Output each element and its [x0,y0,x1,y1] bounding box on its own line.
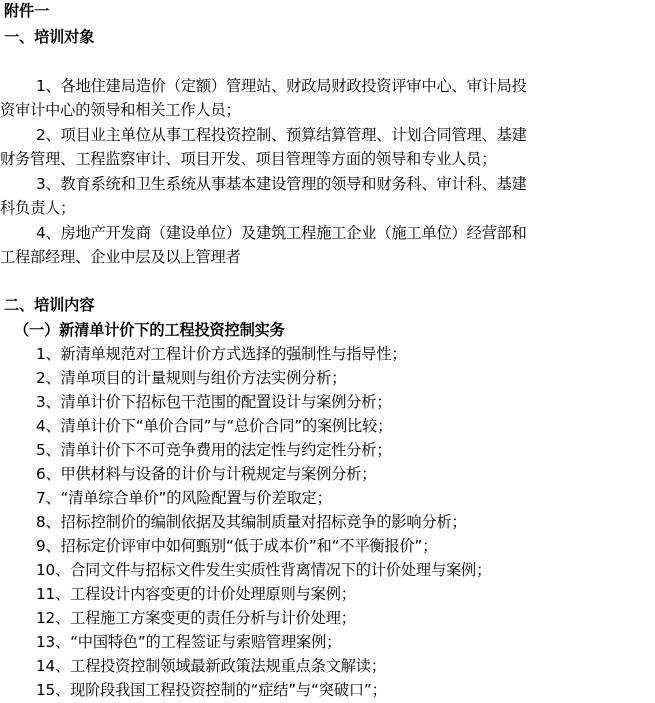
audience-item-2-line2: 财务管理、工程监察审计、项目开发、项目管理等方面的领导和专业人员； [0,150,497,168]
content-item: 4、清单计价下“单价合同”与“总价合同”的案例比较； [36,417,393,435]
content-item: 6、甲供材料与设备的计价与计税规定与案例分析； [36,465,377,483]
content-item: 11、工程设计内容变更的计价处理原则与案例； [36,585,356,603]
content-item: 8、招标控制价的编制依据及其编制质量对招标竞争的影响分析； [36,513,467,531]
audience-item-4-line1: 4、房地产开发商（建设单位）及建筑工程施工企业（施工单位）经营部和 [36,224,527,242]
audience-item-2-line1: 2、项目业主单位从事工程投资控制、预算结算管理、计划合同管理、基建 [36,126,527,144]
content-item: 1、新清单规范对工程计价方式选择的强制性与指导性； [36,345,407,363]
content-item: 5、清单计价下不可竞争费用的法定性与约定性分析； [36,441,392,459]
audience-item-1-line1: 1、各地住建局造价（定额）管理站、财政局财政投资评审中心、审计局投 [36,77,527,95]
section-heading-content: 二、培训内容 [4,296,95,314]
audience-item-4-line2: 工程部经理、企业中层及以上管理者 [0,248,241,266]
audience-item-3-line2: 科负责人； [0,199,76,217]
content-item: 9、招标定价评审中如何甄别“低于成本价”和“不平衡报价”； [36,537,438,555]
attachment-title: 附件一 [4,2,50,20]
content-subheading: （一）新清单计价下的工程投资控制实务 [14,321,285,339]
content-item: 3、清单计价下招标包干范围的配置设计与案例分析； [36,393,392,411]
content-item: 12、工程施工方案变更的责任分析与计价处理； [36,609,356,627]
content-item: 10、合同文件与招标文件发生实质性背离情况下的计价处理与案例； [36,561,492,579]
content-item: 13、“中国特色”的工程签证与索赔管理案例； [36,633,342,651]
content-item: 15、现阶段我国工程投资控制的“症结”与“突破口”； [36,681,387,699]
section-heading-audience: 一、培训对象 [4,28,95,46]
content-item: 14、工程投资控制领域最新政策法规重点条文解读； [36,657,386,675]
audience-item-3-line1: 3、教育系统和卫生系统从事基本建设管理的领导和财务科、审计科、基建 [36,175,527,193]
content-item: 2、清单项目的计量规则与组价方法实例分析； [36,369,347,387]
content-item: 7、“清单综合单价”的风险配置与价差取定； [36,489,332,507]
audience-item-1-line2: 资审计中心的领导和相关工作人员； [0,101,241,119]
